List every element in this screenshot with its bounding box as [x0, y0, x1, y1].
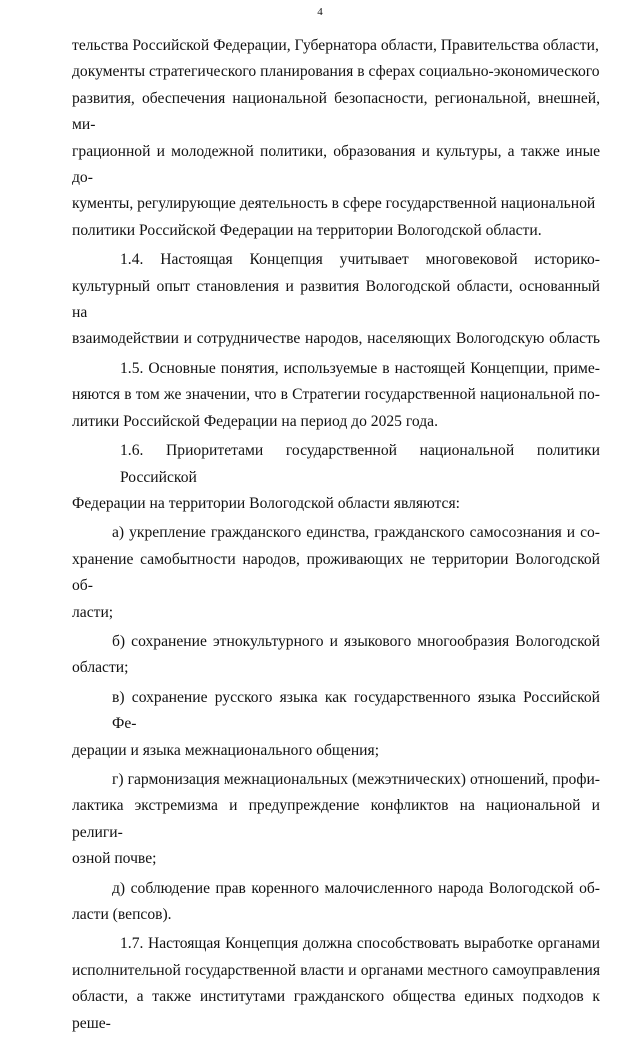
text-line: литики Российской Федерации на период до 2025 года. — [72, 412, 438, 430]
text-line: хранение самобытности народов, проживающих не территории Вологодской об- — [72, 550, 600, 595]
paragraph-1-4 — [72, 247, 600, 353]
document-body — [72, 33, 600, 1037]
list-item-b — [72, 629, 600, 682]
text-line: лактика экстремизма и предупреждение конфликтов на национальной и религи- — [72, 797, 600, 841]
text-line: 1.6. Приоритетами государственной национальной политики Российской — [120, 442, 600, 486]
text-line: в) сохранение русского языка как государственного языка Российской Фе- — [112, 688, 600, 733]
text-line: ласти (вепсов). — [72, 906, 172, 923]
paragraph-1-6 — [72, 438, 600, 517]
text-line: а) укрепление гражданского единства, гражданского самосознания и со- — [112, 524, 600, 542]
text-line: тельства Российской Федерации, Губернатора области, Правительства области, — [72, 37, 599, 54]
text-line: развития, обеспечения национальной безопасности, региональной, внешней, ми- — [72, 89, 600, 134]
text-line: б) сохранение этнокультурного и языкового многообразия Вологодской — [112, 632, 600, 650]
text-line: взаимодействии и сотрудничестве народов, населяющих Вологодскую область — [72, 330, 600, 348]
paragraph-1-5 — [72, 356, 600, 435]
text-line: области; — [72, 659, 129, 677]
page-number: 4 — [317, 6, 323, 18]
list-item-e — [72, 876, 600, 929]
text-line: культурный опыт становления и развития Вологодской области, основанный на — [72, 277, 600, 322]
text-line: документы стратегического планирования в сферах социально-экономического — [72, 63, 600, 81]
text-line: области, а также институтами гражданского общества единых подходов к реше- — [72, 988, 600, 1032]
list-item-c — [72, 685, 600, 764]
text-line: 1.5. Основные понятия, используемые в настоящей Концепции, приме- — [120, 359, 600, 377]
text-line: исполнительной государственной власти и органами местного самоуправления — [72, 961, 600, 979]
text-line: д) соблюдение прав коренного малочисленного народа Вологодской об- — [112, 879, 600, 897]
text-line: ласти; — [72, 603, 114, 621]
text-line: политики Российской Федерации на территории Вологодской области. — [72, 221, 542, 239]
paragraph-1-7 — [72, 931, 600, 1037]
text-line: озной почве; — [72, 850, 157, 868]
text-line: грационной и молодежной политики, образования и культуры, а также иные до- — [72, 142, 600, 187]
text-line: кументы, регулирующие деятельность в сфере государственной национальной — [72, 195, 596, 213]
text-line: 1.4. Настоящая Концепция учитывает многовековой историко- — [120, 251, 600, 269]
list-item-d — [72, 767, 600, 873]
list-item-a — [72, 520, 600, 626]
text-line: дерации и языка межнационального общения; — [72, 741, 380, 759]
text-line: Федерации на территории Вологодской области являются: — [72, 494, 460, 512]
text-line: 1.7. Настоящая Концепция должна способствовать выработке органами — [120, 935, 600, 953]
text-line: г) гармонизация межнациональных (межэтнических) отношений, профи- — [112, 770, 600, 788]
paragraph-intro-continuation — [72, 33, 600, 244]
text-line: няются в том же значении, что в Стратегии государственной национальной по- — [72, 386, 600, 404]
